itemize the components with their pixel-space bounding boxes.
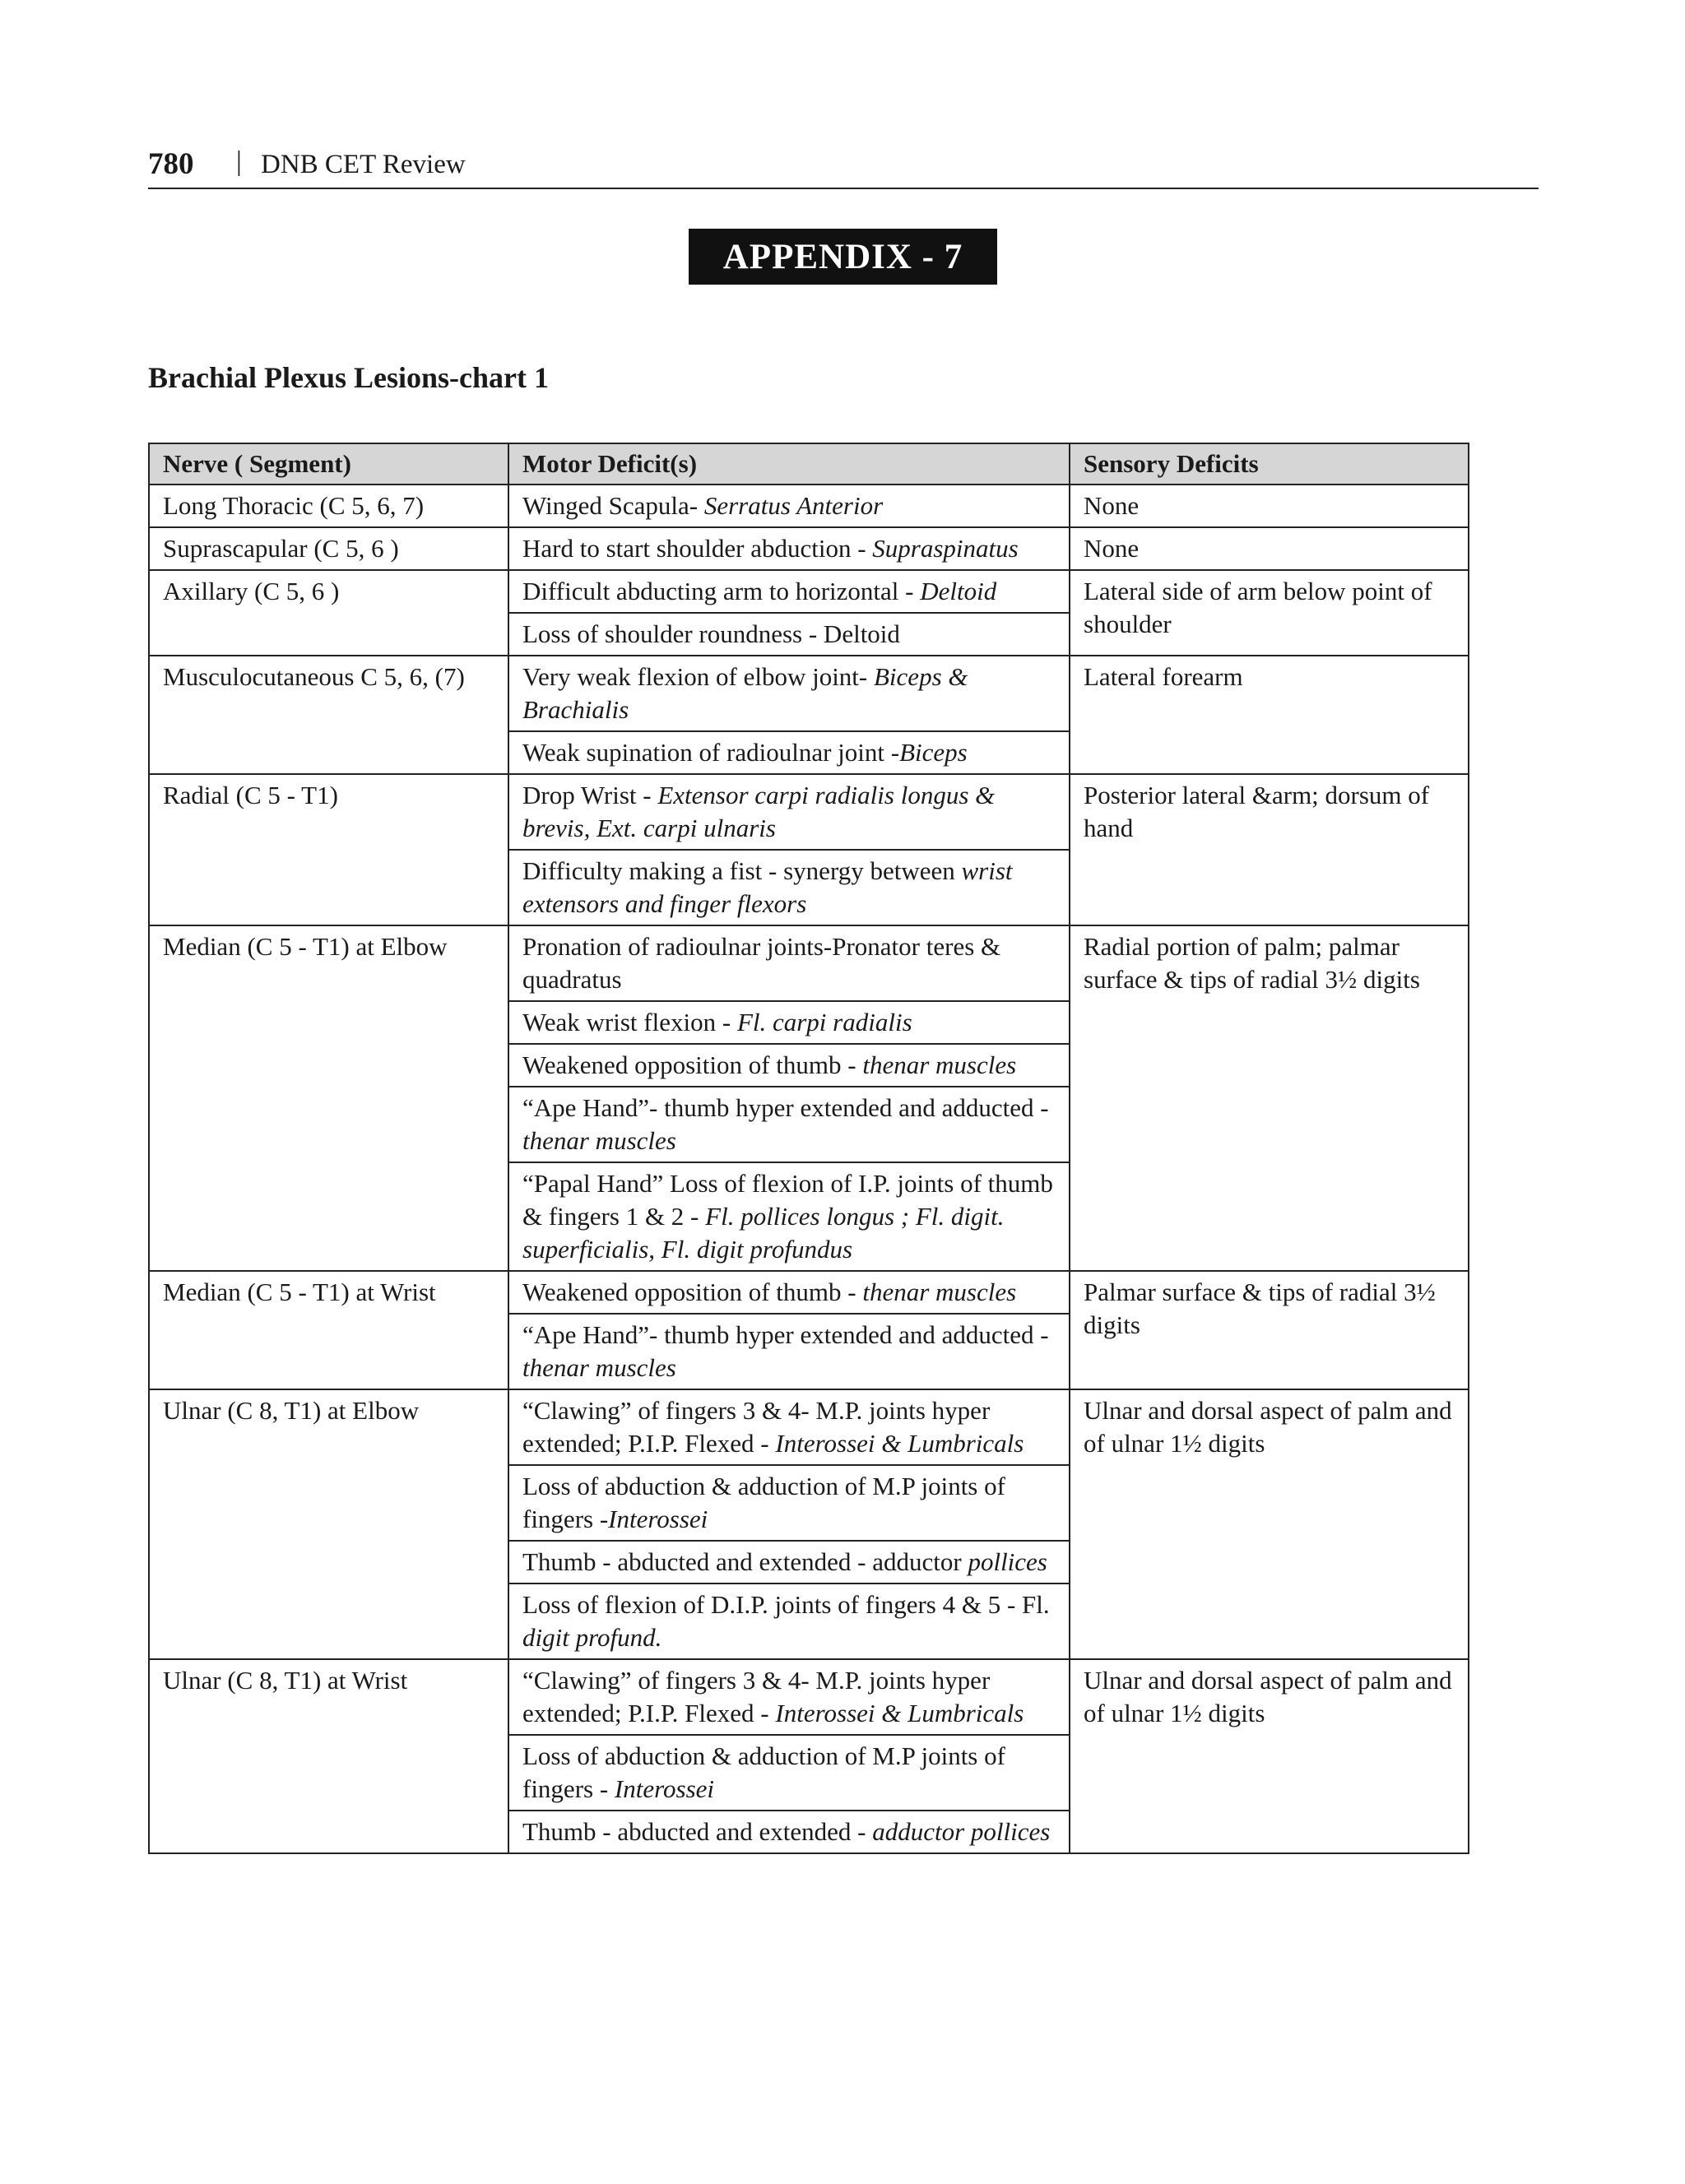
nerve-cell: Suprascapular (C 5, 6 )	[149, 527, 508, 570]
motor-deficit-cell	[508, 1811, 1070, 1853]
motor-deficit-text: Winged Scapula-	[522, 491, 704, 520]
table-row	[149, 527, 1469, 570]
motor-deficit-cell	[508, 774, 1070, 850]
table-row	[149, 774, 1469, 850]
motor-deficit-text: Weakened opposition of thumb -	[522, 1277, 863, 1306]
motor-deficit-text: Very weak flexion of elbow joint-	[522, 662, 874, 691]
muscle-name: Extensor carpi radialis longus & brevis, Ext. carpi ulnaris	[522, 781, 996, 842]
motor-deficit-cell	[508, 1465, 1070, 1541]
motor-deficit-cell	[508, 1735, 1070, 1811]
table-header-row	[149, 443, 1469, 485]
appendix-label: APPENDIX - 7	[689, 229, 997, 285]
muscle-name: Fl. carpi radialis	[736, 1008, 912, 1036]
motor-deficit-text: Loss of abduction & adduction of M.P joints of fingers -	[522, 1741, 1005, 1803]
motor-deficit-text: Weakened opposition of thumb -	[522, 1050, 863, 1079]
motor-deficit-cell	[508, 1314, 1070, 1389]
motor-deficit-cell	[508, 850, 1070, 925]
table-body	[149, 485, 1469, 1853]
nerve-cell: Median (C 5 - T1) at Elbow	[149, 925, 508, 1271]
muscle-name: Interossei & Lumbricals	[775, 1429, 1024, 1458]
table-row	[149, 1659, 1469, 1735]
brachial-plexus-table	[148, 443, 1469, 1854]
muscle-name: thenar muscles	[862, 1050, 1017, 1079]
motor-deficit-text: Weak supination of radioulnar joint -	[522, 738, 900, 767]
sensory-deficit-cell: Lateral forearm	[1070, 656, 1469, 774]
column-header-nerve: Nerve ( Segment)	[149, 443, 508, 485]
motor-deficit-text: Loss of abduction & adduction of M.P joints of fingers -	[522, 1472, 1005, 1533]
muscle-name: Interossei & Lumbricals	[775, 1699, 1024, 1727]
motor-deficit-cell	[508, 731, 1070, 774]
muscle-name: thenar muscles	[862, 1277, 1017, 1306]
motor-deficit-text: Thumb - abducted and extended -	[522, 1817, 873, 1846]
page-number: 780	[148, 147, 194, 181]
nerve-cell: Long Thoracic (C 5, 6, 7)	[149, 485, 508, 527]
motor-deficit-cell	[508, 1659, 1070, 1735]
table-row	[149, 1271, 1469, 1314]
motor-deficit-text: “Clawing” of fingers 3 & 4- M.P. joints hyper extended; P.I.P. Flexed -	[522, 1666, 991, 1727]
column-header-sensory: Sensory Deficits	[1070, 443, 1469, 485]
sensory-deficit-cell: Posterior lateral &arm; dorsum of hand	[1070, 774, 1469, 925]
motor-deficit-cell	[508, 1584, 1070, 1659]
column-header-motor: Motor Deficit(s)	[508, 443, 1070, 485]
motor-deficit-text: Difficult abducting arm to horizontal -	[522, 577, 921, 605]
motor-deficit-cell	[508, 925, 1070, 1001]
muscle-name: Serratus Anterior	[703, 491, 884, 520]
motor-deficit-cell	[508, 485, 1070, 527]
motor-deficit-cell	[508, 1162, 1070, 1271]
sensory-deficit-cell: Ulnar and dorsal aspect of palm and of ulnar 1½ digits	[1070, 1389, 1469, 1659]
muscle-name: Supraspinatus	[872, 534, 1019, 563]
motor-deficit-text: Hard to start shoulder abduction -	[522, 534, 873, 563]
motor-deficit-text: Loss of shoulder roundness - Deltoid	[522, 619, 900, 648]
motor-deficit-text: Drop Wrist -	[522, 781, 658, 809]
sensory-deficit-cell: Lateral side of arm below point of shoulder	[1070, 570, 1469, 656]
muscle-name: digit profund.	[522, 1623, 662, 1652]
motor-deficit-text: “Ape Hand”- thumb hyper extended and adducted -	[522, 1093, 1049, 1122]
muscle-name: Biceps	[899, 738, 968, 767]
muscle-name: pollices	[968, 1547, 1047, 1576]
sensory-deficit-cell: Palmar surface & tips of radial 3½ digits	[1070, 1271, 1469, 1389]
motor-deficit-cell	[508, 1541, 1070, 1584]
sensory-deficit-cell: Ulnar and dorsal aspect of palm and of ulnar 1½ digits	[1070, 1659, 1469, 1853]
motor-deficit-text: Thumb - abducted and extended - adductor	[522, 1547, 968, 1576]
motor-deficit-text: Pronation of radioulnar joints-Pronator teres & quadratus	[522, 932, 1001, 994]
muscle-name: thenar muscles	[522, 1353, 676, 1382]
motor-deficit-cell	[508, 527, 1070, 570]
motor-deficit-text: Difficulty making a fist - synergy between	[522, 856, 962, 885]
muscle-name: thenar muscles	[522, 1126, 676, 1155]
sensory-deficit-cell: None	[1070, 485, 1469, 527]
muscle-name: Fl. pollices longus ; Fl. digit. superficialis, Fl. digit profundus	[522, 1202, 1005, 1264]
nerve-cell: Musculocutaneous C 5, 6, (7)	[149, 656, 508, 774]
motor-deficit-text: Loss of flexion of D.I.P. joints of fingers 4 & 5 - Fl.	[522, 1590, 1050, 1619]
muscle-name: wrist extensors and finger flexors	[522, 856, 1013, 918]
muscle-name: Interossei	[608, 1505, 708, 1533]
motor-deficit-cell	[508, 1271, 1070, 1314]
motor-deficit-text: “Ape Hand”- thumb hyper extended and adducted -	[522, 1320, 1049, 1349]
motor-deficit-cell	[508, 1087, 1070, 1162]
muscle-name: Deltoid	[920, 577, 997, 605]
motor-deficit-text: “Papal Hand” Loss of flexion of I.P. joints of thumb & fingers 1 & 2 -	[522, 1169, 1053, 1231]
motor-deficit-text: “Clawing” of fingers 3 & 4- M.P. joints hyper extended; P.I.P. Flexed -	[522, 1396, 991, 1458]
sensory-deficit-cell: Radial portion of palm; palmar surface & tips of radial 3½ digits	[1070, 925, 1469, 1271]
nerve-cell: Axillary (C 5, 6 )	[149, 570, 508, 656]
header-separator: |	[236, 146, 242, 177]
motor-deficit-cell	[508, 1389, 1070, 1465]
motor-deficit-cell	[508, 1001, 1070, 1044]
table-row	[149, 1389, 1469, 1465]
motor-deficit-cell	[508, 656, 1070, 731]
table-row	[149, 570, 1469, 613]
motor-deficit-cell	[508, 613, 1070, 656]
nerve-cell: Median (C 5 - T1) at Wrist	[149, 1271, 508, 1389]
nerve-cell: Ulnar (C 8, T1) at Wrist	[149, 1659, 508, 1853]
chart-title: Brachial Plexus Lesions-chart 1	[148, 361, 549, 394]
nerve-cell: Ulnar (C 8, T1) at Elbow	[149, 1389, 508, 1659]
motor-deficit-text: Weak wrist flexion -	[522, 1008, 737, 1036]
motor-deficit-cell	[508, 1044, 1070, 1087]
table-row	[149, 485, 1469, 527]
running-title: DNB CET Review	[261, 150, 466, 179]
muscle-name: Interossei	[614, 1774, 715, 1803]
running-header	[148, 145, 1539, 189]
table-row	[149, 925, 1469, 1001]
nerve-cell: Radial (C 5 - T1)	[149, 774, 508, 925]
muscle-name: adductor pollices	[872, 1817, 1051, 1846]
muscle-name: Biceps & Brachialis	[522, 662, 968, 724]
motor-deficit-cell	[508, 570, 1070, 613]
table-row	[149, 656, 1469, 731]
sensory-deficit-cell: None	[1070, 527, 1469, 570]
